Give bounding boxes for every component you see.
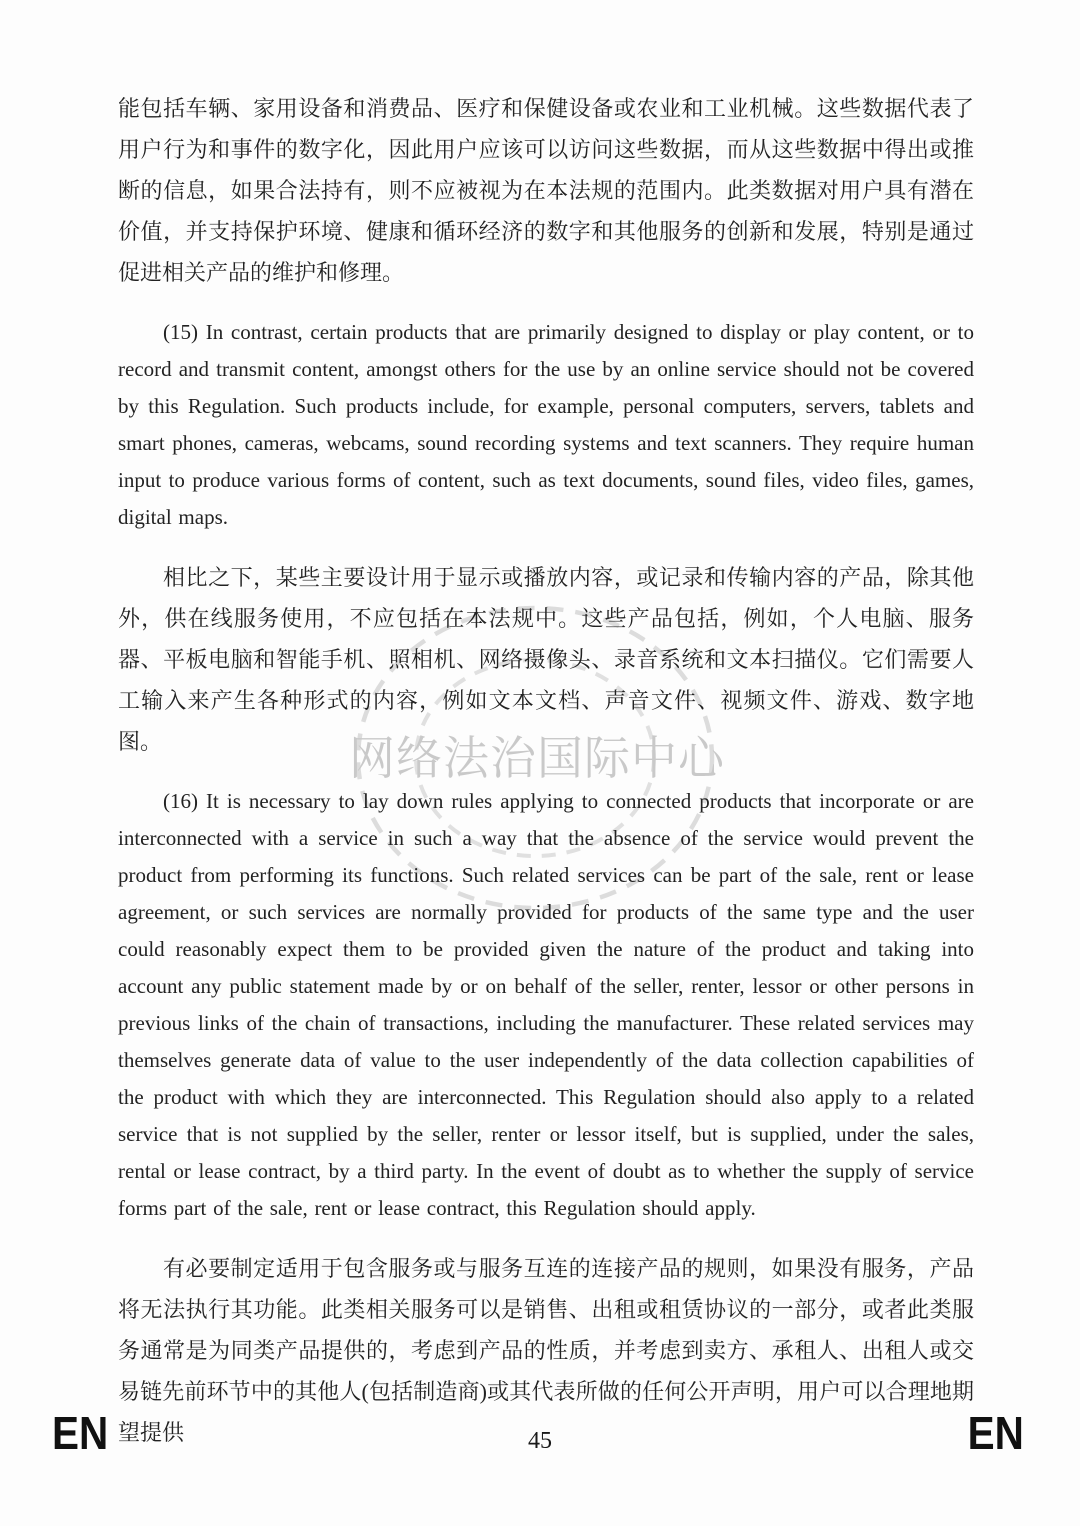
paragraph-zh-recital-15: 相比之下，某些主要设计用于显示或播放内容，或记录和传输内容的产品，除其他外，供在线服务使用，不应包括在本法规中。这些产品包括，例如，个人电脑、服务器、平板电脑和智能手机、照相机、网络摄像头、录音系统和文本扫描仪。它们需要人工输入来产生各种形式的内容，例如文本文档、声音文件、视频文件、游戏、数字地图。 [118, 565, 974, 754]
watermark-text: 网络法治国际中心 [349, 733, 725, 784]
paragraph-zh-recital-16: 有必要制定适用于包含服务或与服务互连的连接产品的规则，如果没有服务，产品将无法执行其功能。此类相关服务可以是销售、出租或租赁协议的一部分，或者此类服务通常是为同类产品提供的，考虑到产品的性质，并考虑到卖方、承租人、出租人或交易链先前环节中的其他人(包括制造商)或其代表所做的任何公开声明，用户可以合理地期望提供 [118, 1256, 974, 1445]
paragraph-en-recital-16: (16) It is necessary to lay down rules applying to connected products that incorporate or are interconnected with a service in such a way that the absence of the service would prevent the product from performing its functions. Such related services can be part of the sale, rent or lease agreement, or such services are normally provided for products of the same type and the user could reasonably expect them to be provided given the nature of the product and taking into account any public statement made by or on behalf of the seller, renter, lessor or other persons in previous links of the chain of transactions, including the manufacturer. These related services may themselves generate data of value to the user independently of the data collection capabilities of the product with which they are interconnected. This Regulation should also apply to a related service that is not supplied by the seller, renter or lessor itself, but is supplied, under the sales, rental or lease contract, by a third party. In the event of doubt as to whether the supply of service forms part of the sale, rent or lease contract, this Regulation should apply. [118, 789, 974, 1220]
page-number: 45 [528, 1428, 552, 1454]
paragraph-en-recital-15: (15) In contrast, certain products that are primarily designed to display or play content, or to record and transmit content, amongst others for the use by an online service should not be covered by this Regulation. Such products include, for example, personal computers, servers, tablets and smart phones, cameras, webcams, sound recording systems and text scanners. They require human input to produce various forms of content, such as text documents, sound files, video files, games, digital maps. [118, 320, 974, 529]
paragraph-zh-continuation: 能包括车辆、家用设备和消费品、医疗和保健设备或农业和工业机械。这些数据代表了用户行为和事件的数字化，因此用户应该可以访问这些数据，而从这些数据中得出或推断的信息，如果合法持有，则不应被视为在本法规的范围内。此类数据对用户具有潜在价值，并支持保护环境、健康和循环经济的数字和其他服务的创新和发展，特别是通过促进相关产品的维护和修理。 [118, 96, 974, 285]
document-body [118, 88, 974, 1474]
language-marker-left: EN [52, 1407, 109, 1459]
language-marker-right: EN [967, 1407, 1024, 1459]
